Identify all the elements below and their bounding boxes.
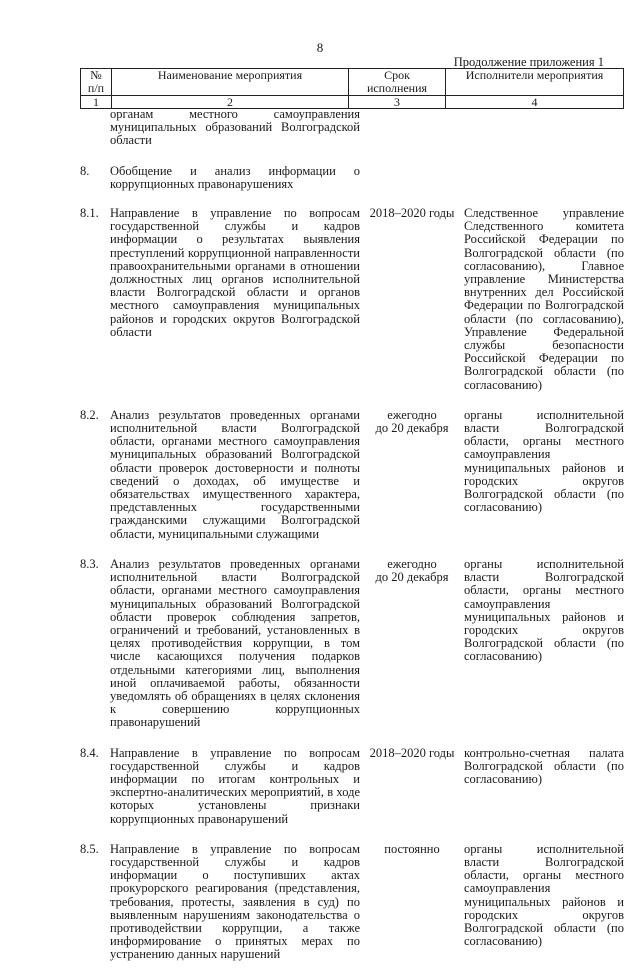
row-exec: органы исполнительной власти Волгоградской области, органы местного самоуправления муниципальных районов и городских округов Волгоградской области (по согласованию)	[464, 841, 624, 949]
table-row	[80, 108, 620, 148]
table-row	[80, 206, 624, 392]
row-number	[80, 108, 110, 148]
row-name: Анализ результатов проведенных органами исполнительной власти Волгоградской области, органами местного самоуправления муниципальных образований Волгоградской области проверок соблюдения запретов, ограничений и требований, установленных в целях противодействия коррупции, в том числе касающихся получения подарков отдельными категориями лиц, выполнения иной оплачиваемой работы, обязанности уведомлять об обращениях в целях склонения к совершению коррупционных правонарушений	[110, 556, 360, 730]
row-number: 8.4.	[80, 745, 99, 760]
header-num: № п/п	[81, 69, 112, 96]
header-exec: Исполнители мероприятия	[446, 69, 624, 96]
table-row	[80, 407, 624, 541]
header-name: Наименование мероприятия	[112, 69, 349, 96]
row-exec: органы исполнительной власти Волгоградской области, органы местного самоуправления муниципальных районов и городских округов Волгоградской области (по согласованию)	[464, 407, 624, 515]
continuation-label: Продолжение приложения 1	[453, 55, 604, 69]
row-number: 8.2.	[80, 407, 99, 422]
col-number-3: 3	[349, 96, 446, 109]
table-header	[80, 68, 624, 109]
col-number-2: 2	[112, 96, 349, 109]
row-name: Обобщение и анализ информации о коррупционных правонарушениях	[110, 163, 360, 191]
table-row	[80, 745, 624, 826]
row-term	[360, 165, 458, 191]
row-name: Направление в управление по вопросам государственной службы и кадров информации о результатах выявления преступлений коррупционной направленности правоохранительными органами в отношении должностных лиц органов исполнительной власти Волгоградской области и органов местного самоуправления муниципальных районов и городских округов Волгоградской области	[110, 206, 360, 339]
table-body	[80, 107, 624, 975]
col-number-1: 1	[81, 96, 112, 109]
row-exec	[458, 165, 624, 191]
table-row	[80, 556, 624, 730]
row-name: органам местного самоуправления муниципальных образований Волгоградской области	[110, 107, 360, 148]
row-term: постоянно	[384, 841, 440, 856]
row-term: 2018–2020 годы	[369, 206, 455, 221]
row-number: 8.	[80, 163, 90, 178]
row-name: Анализ результатов проведенных органами исполнительной власти Волгоградской области, органами местного самоуправления муниципальных образований Волгоградской области проверок достоверности и полноты сведений о доходах, об имуществе и обязательствах имущественного характера, представленных государственными гражданскими служащими Волгоградской области, муниципальными служащими	[110, 407, 360, 541]
row-exec: контрольно-счетная палата Волгоградской области (по согласованию)	[464, 745, 624, 786]
row-name: Направление в управление по вопросам государственной службы и кадров информации по итогам контрольных и экспертно-аналитических мероприятий, в ходе которых установлены признаки коррупционных правонарушений	[110, 745, 360, 826]
row-term: 2018–2020 годы	[369, 745, 455, 760]
row-number: 8.3.	[80, 556, 99, 571]
table-row	[80, 841, 624, 962]
header-term: Срок исполнения	[349, 69, 446, 96]
row-exec	[458, 108, 624, 148]
row-term	[360, 108, 458, 148]
row-number: 8.1.	[80, 206, 99, 221]
row-number: 8.5.	[80, 841, 99, 856]
page-number: 8	[316, 40, 324, 55]
row-name: Направление в управление по вопросам государственной службы и кадров информации о поступивших актах прокурорского реагирования (представления, требования, протесты, заявления в суд) по выявленным нарушениям законодательства о противодействии коррупции, а также информирование о принятых мерах по устранению данных нарушений	[110, 841, 360, 962]
col-number-4: 4	[446, 96, 624, 109]
row-exec: органы исполнительной власти Волгоградской области, органы местного самоуправления муниципальных районов и городских округов Волгоградской области (по согласованию)	[464, 556, 624, 664]
row-term: ежегодно до 20 декабря	[375, 407, 449, 436]
row-exec: Следственное управление Следственного комитета Российской Федерации по Волгоградской области (по согласованию), Главное управление Министерства внутренних дел Российской Федерации по Волгоградской области (по согласованию), Управление Федеральной службы безопасности Российской Федерации по Волгоградской области (по согласованию)	[464, 206, 624, 392]
row-term: ежегодно до 20 декабря	[375, 556, 449, 585]
table-row	[80, 165, 620, 191]
